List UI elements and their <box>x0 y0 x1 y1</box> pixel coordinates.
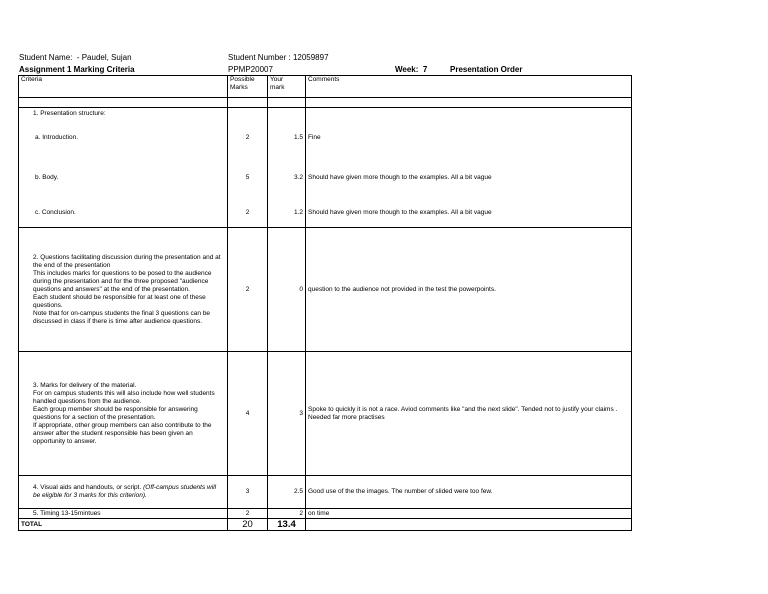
marking-table <box>18 75 632 531</box>
visual-possible: 3 <box>228 476 268 509</box>
delivery-mark: 3 <box>268 352 306 476</box>
timing-possible: 2 <box>228 509 268 519</box>
visual-comment: Good use of the the images. The number of slided were too few. <box>306 476 632 509</box>
structure-criteria <box>19 108 228 228</box>
criteria-header: Criteria <box>19 76 228 98</box>
total-row <box>19 519 632 531</box>
delivery-possible: 4 <box>228 352 268 476</box>
unit-code: PPMP20007 <box>228 65 273 74</box>
intro-label: a. Introduction. <box>35 134 78 141</box>
total-possible: 20 <box>228 519 268 531</box>
questions-criteria: 2. Questions facilitating discussion during the presentation and at the end of the presentation This includes marks for questions to be posed to the audience during the presentation and for the three proposed "audience questions and answers" at the end of the presentation. Each student should be responsible for at least one of these questions. Note that for on-campus students the final 3 questions can be discussed in class if there is time after audience questions. <box>19 228 228 352</box>
table-row <box>19 509 632 519</box>
total-mark: 13.4 <box>268 519 306 531</box>
spacer-row <box>19 98 632 108</box>
possible-marks-header: Possible Marks <box>228 76 268 98</box>
structure-possible: 2 5 2 <box>228 108 268 228</box>
body-label: b. Body. <box>35 174 59 181</box>
delivery-comment: Spoke to quickly it is not a race. Aviod comments like "and the next slide". Tended not to justify your claims . Needed far more practises <box>306 352 632 476</box>
comments-header: Comments <box>306 76 632 98</box>
conclusion-label: c. Conclusion. <box>35 209 76 216</box>
timing-mark: 2 <box>268 509 306 519</box>
table-row <box>19 476 632 509</box>
table-row <box>19 108 632 228</box>
visual-criteria: 4. Visual aids and handouts, or script. (Off-campus students will be eligible for 3 marks for this criterion). <box>19 476 228 509</box>
structure-mark: 1.5 3.2 1.2 <box>268 108 306 228</box>
structure-comments: Fine Should have given more though to the examples. All a bit vague Should have given more though to the examples. All a bit vague <box>306 108 632 228</box>
structure-title: 1. Presentation structure: <box>33 110 106 117</box>
questions-comment: question to the audience not provided in the test the powerpoints. <box>306 228 632 352</box>
timing-criteria: 5. Timing 13-15mintues <box>19 509 228 519</box>
table-row <box>19 228 632 352</box>
your-mark-header: Your mark <box>268 76 306 98</box>
student-number: Student Number : 12059897 <box>228 53 329 62</box>
table-row <box>19 352 632 476</box>
delivery-criteria: 3. Marks for delivery of the material. For on campus students this will also include how well students handled questions from the audience. Each group member should be responsible for answering questions for a section of the presentation. If appropriate, other group members can also contribute to the answer after the student responsible has been given an opportunity to answer. <box>19 352 228 476</box>
timing-comment: on time <box>306 509 632 519</box>
week: Week: 7 <box>395 65 428 74</box>
visual-mark: 2.5 <box>268 476 306 509</box>
questions-possible: 2 <box>228 228 268 352</box>
student-name: Student Name: - Paudel, Sujan <box>19 53 132 62</box>
questions-mark: 0 <box>268 228 306 352</box>
presentation-order: Presentation Order <box>450 65 523 74</box>
assignment-title: Assignment 1 Marking Criteria <box>19 65 135 74</box>
total-label: TOTAL <box>19 519 228 531</box>
header-row <box>19 76 632 98</box>
